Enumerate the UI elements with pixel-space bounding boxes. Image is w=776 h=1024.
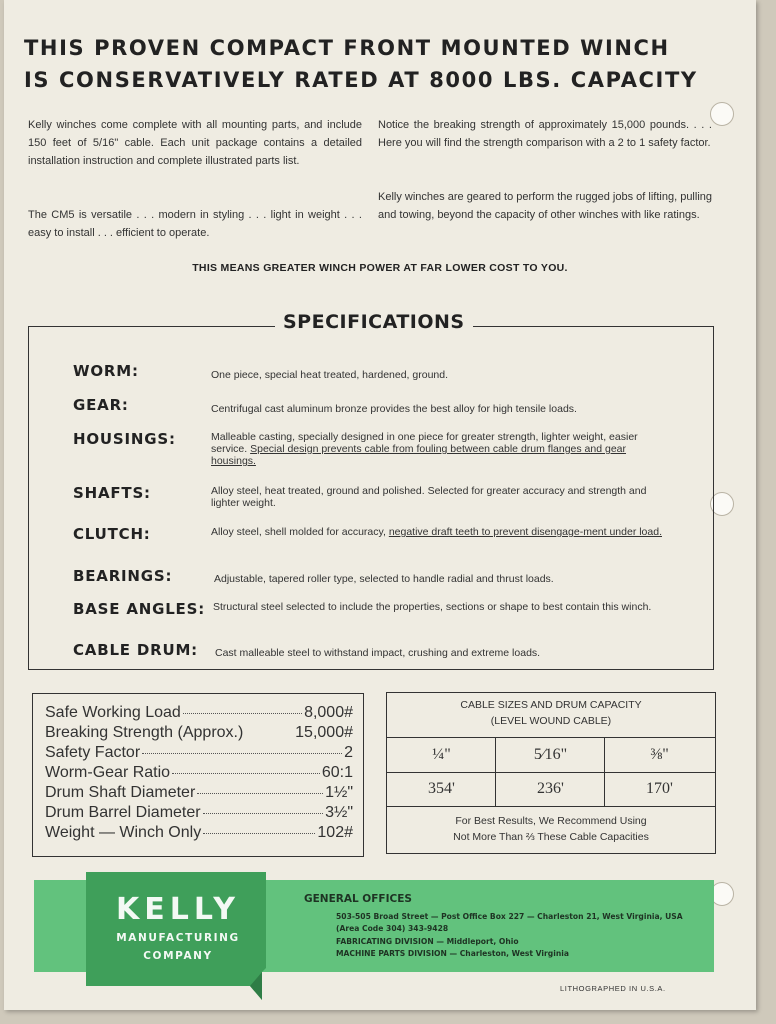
cable-capacity-cell: 170' (646, 780, 673, 797)
spec-label-base-angles: BASE ANGLES: (73, 600, 205, 618)
rating-label: Weight — Winch Only (45, 824, 202, 841)
ratings-box (32, 693, 364, 857)
tagline: THIS MEANS GREATER WINCH POWER AT FAR LOWER COST TO YOU. (192, 262, 568, 274)
logo-subtitle-1: MANUFACTURING (116, 932, 240, 944)
rating-value: 3½" (325, 804, 353, 821)
rating-label: Safety Factor (45, 744, 141, 761)
cable-table-note (387, 813, 715, 845)
table-divider (387, 772, 715, 773)
rating-row (45, 744, 353, 764)
spec-text-worm: One piece, special heat treated, hardened, ground. (211, 369, 448, 381)
cable-size-cell: ¼" (432, 746, 451, 763)
rating-value: 2 (344, 744, 353, 761)
spec-text-housings-b: Special design prevents cable from fouling between cable drum flanges and gear housings. (211, 443, 627, 467)
intro-right-paragraph-2: Kelly winches are geared to perform the rugged jobs of lifting, pulling and towing, beyond the capacity of other winches with like ratings. (378, 191, 712, 221)
cable-table-title-line-1: CABLE SIZES AND DRUM CAPACITY (460, 699, 642, 711)
spec-text-clutch-b: negative draft teeth to prevent disengage-ment under load. (388, 526, 662, 538)
rating-label: Drum Barrel Diameter (45, 804, 201, 821)
intro-left-paragraph-2: The CM5 is versatile . . . modern in styling . . . light in weight . . . easy to install . . . efficient to operate. (28, 209, 362, 239)
rating-value: 60:1 (321, 764, 353, 781)
cable-table-note-line-2: Not More Than ⅔ These Cable Capacities (453, 831, 649, 843)
offices-fabricating: FABRICATING DIVISION — Middleport, Ohio (336, 936, 519, 946)
rating-label: Breaking Strength (Approx.) (45, 724, 244, 741)
headline-line-2: IS CONSERVATIVELY RATED AT 8000 LBS. CAPACITY (24, 68, 698, 92)
general-offices (304, 893, 683, 961)
spec-label-bearings: BEARINGS: (73, 567, 173, 585)
binder-hole (710, 102, 734, 126)
cable-table-title-line-2: (LEVEL WOUND CABLE) (490, 715, 612, 727)
spec-label-clutch: CLUTCH: (73, 525, 151, 543)
spec-text-bearings: Adjustable, tapered roller type, selected to handle radial and thrust loads. (214, 573, 554, 585)
rating-label: Worm-Gear Ratio (45, 764, 171, 781)
spec-text-cable-drum: Cast malleable steel to withstand impact, crushing and extreme loads. (215, 647, 541, 659)
offices-machine-parts: MACHINE PARTS DIVISION — Charleston, West Virginia (336, 949, 569, 959)
cable-size-cell: ⅜" (650, 746, 669, 763)
spec-label-worm: WORM: (73, 362, 139, 380)
spec-label-housings: HOUSINGS: (73, 430, 176, 448)
spec-text-gear: Centrifugal cast aluminum bronze provides the best alloy for high tensile loads. (211, 403, 577, 415)
logo-name: KELLY (115, 892, 241, 927)
rating-row (45, 804, 353, 824)
rating-row (45, 784, 353, 804)
spec-text-housings (211, 431, 673, 467)
spec-text-shafts: Alloy steel, heat treated, ground and polished. Selected for greater accuracy and strength and lighter weight. (211, 485, 647, 509)
spec-label-gear: GEAR: (73, 396, 129, 414)
headline (24, 32, 724, 96)
rating-row (45, 824, 353, 844)
cable-capacity-table (386, 692, 716, 854)
leader-dots (197, 793, 323, 794)
rating-value: 1½" (325, 784, 353, 801)
intro-left-paragraph-1: Kelly winches come complete with all mounting parts, and include 150 feet of 5/16" cable. Each unit package contains a detailed installation instruction and complete illustrated parts list. (28, 119, 362, 167)
cable-capacity-cell: 236' (537, 780, 564, 797)
rating-value: 15,000# (295, 724, 353, 741)
offices-heading: GENERAL OFFICES (304, 893, 412, 905)
intro-right-paragraph-1: Notice the breaking strength of approximately 15,000 pounds. . . . Here you will find the strength comparison with a 2 to 1 safety factor. (378, 119, 712, 149)
leader-dots (203, 833, 315, 834)
rating-label: Drum Shaft Diameter (45, 784, 196, 801)
brochure-page (4, 0, 756, 1010)
cable-table-title (387, 697, 715, 729)
cable-capacity-cell: 354' (428, 780, 455, 797)
cable-table-grid (387, 737, 715, 807)
leader-dots (203, 813, 323, 814)
spec-text-clutch (211, 526, 673, 538)
spec-label-cable-drum: CABLE DRUM: (73, 641, 198, 659)
leader-dots (142, 753, 342, 754)
cable-table-note-line-1: For Best Results, We Recommend Using (455, 815, 647, 827)
spec-label-shafts: SHAFTS: (73, 484, 151, 502)
offices-phone: (Area Code 304) 343-9428 (336, 924, 449, 934)
leader-dots (172, 773, 320, 774)
rating-row (45, 724, 353, 744)
rating-value: 8,000# (304, 704, 353, 721)
rating-row (45, 764, 353, 784)
lithographed-note: LITHOGRAPHED IN U.S.A. (560, 984, 666, 993)
headline-line-1: THIS PROVEN COMPACT FRONT MOUNTED WINCH (24, 36, 670, 60)
spec-text-clutch-a: Alloy steel, shell molded for accuracy, (211, 526, 386, 538)
cable-size-cell: 5⁄16" (533, 746, 568, 763)
rating-value: 102# (317, 824, 353, 841)
leader-dots (183, 713, 302, 714)
spec-text-base-angles: Structural steel selected to include the properties, sections or shape to best contain this winch. (213, 601, 652, 613)
logo-subtitle-2: COMPANY (143, 950, 213, 962)
rating-label: Safe Working Load (45, 704, 181, 721)
rating-row (45, 704, 353, 724)
spec-text-housings-a: Malleable casting, specially designed in one piece for greater strength, lighter weight, easier service. (211, 431, 638, 455)
offices-address: 503-505 Broad Street — Post Office Box 227 — Charleston 21, West Virginia, USA (336, 912, 683, 921)
specifications-box (28, 311, 714, 670)
specifications-title: SPECIFICATIONS (275, 311, 473, 333)
